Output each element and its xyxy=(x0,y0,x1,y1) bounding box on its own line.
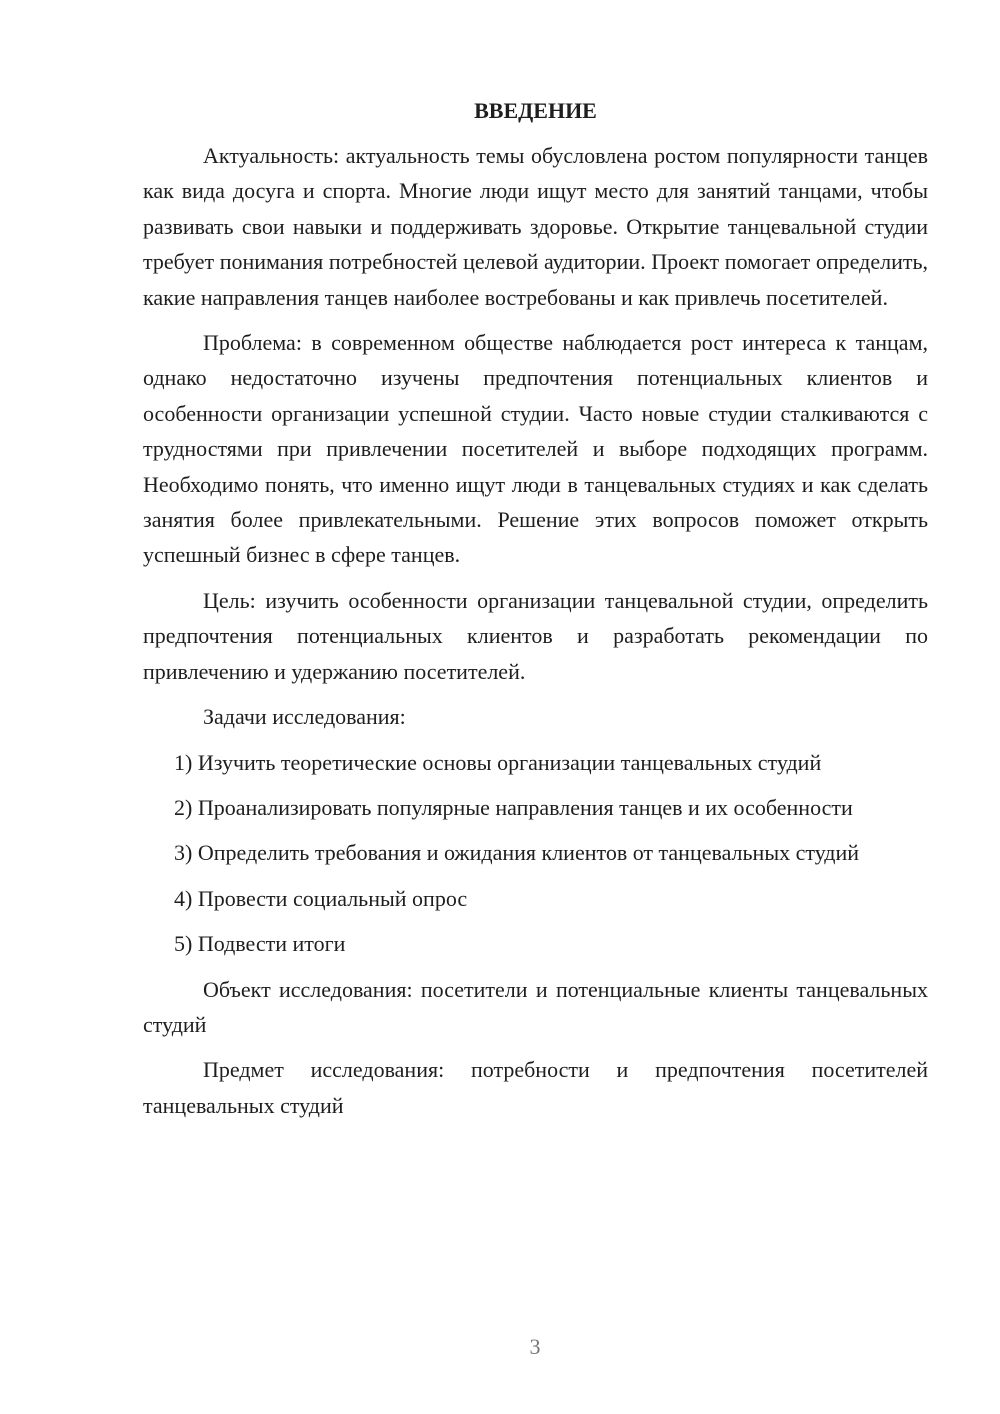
task-item-1: 1) Изучить теоретические основы организации танцевальных студий xyxy=(174,749,822,775)
object-paragraph: Объект исследования: посетители и потенциальные клиенты танцевальных студий xyxy=(143,976,928,1037)
task-item-5: 5) Подвести итоги xyxy=(174,931,346,957)
goal-paragraph: Цель: изучить особенности организации танцевальной студии, определить предпочтения потенциальных клиентов и разработать рекомендации по привлечению и удержанию посетителей. xyxy=(143,587,928,684)
relevance-paragraph: Актуальность: актуальность темы обусловлена ростом популярности танцев как вида досуга и спорта. Многие люди ищут место для занятий танцами, чтобы развивать свои навыки и поддерживать здоровье. Открытие танцевальной студии требует понимания потребностей целевой аудитории. Проект помогает определить, какие направления танцев наиболее востребованы и как привлечь посетителей. xyxy=(143,143,928,310)
tasks-heading: Задачи исследования: xyxy=(203,704,406,730)
subject-paragraph: Предмет исследования: потребности и предпочтения посетителей танцевальных студий xyxy=(143,1057,928,1118)
page-number: 3 xyxy=(529,1334,541,1359)
task-item-2: 2) Проанализировать популярные направления танцев и их особенности xyxy=(174,794,853,820)
task-item-3: 3) Определить требования и ожидания клиентов от танцевальных студий xyxy=(174,840,860,866)
task-item-4: 4) Провести социальный опрос xyxy=(174,885,468,911)
problem-paragraph: Проблема: в современном обществе наблюдается рост интереса к танцам, однако недостаточно изучены предпочтения потенциальных клиентов и особенности организации успешной студии. Часто новые студии сталкиваются с трудностями при привлечении посетителей и выборе подходящих программ. Необходимо понять, что именно ищут люди в танцевальных студиях и как сделать занятия более привлекательными. Решение этих вопросов поможет открыть успешный бизнес в сфере танцев. xyxy=(143,330,928,568)
document-page xyxy=(143,96,928,1133)
page-title: ВВЕДЕНИЕ xyxy=(474,98,597,123)
